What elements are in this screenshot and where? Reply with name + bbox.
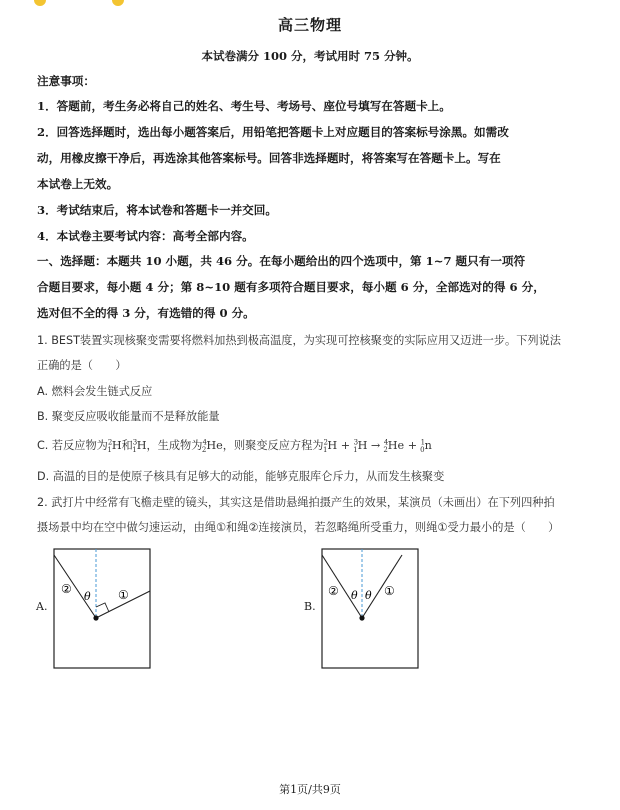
q1-option-c-eq: ，则聚变反应方程为 bbox=[222, 439, 324, 452]
angle-theta-left-b: θ bbox=[351, 589, 358, 602]
rope-1-b bbox=[362, 555, 402, 618]
section-instructions-line-1: 一、选择题：本题共 10 小题，共 46 分。在每小题给出的四个选项中，第 1~7 题只有一项符 bbox=[37, 254, 526, 268]
notes-heading: 注意事项： bbox=[37, 74, 95, 88]
actor-point-a bbox=[93, 615, 98, 620]
page-title: 高三物理 bbox=[277, 16, 342, 34]
q1-stem-line-2: 正确的是（ ） bbox=[37, 359, 127, 372]
angle-theta-right-b: θ bbox=[365, 589, 372, 602]
note-item-3: 3．考试结束后，将本试卷和答题卡一并交回。 bbox=[37, 203, 277, 217]
helium-symbol: $^4_2$He bbox=[201, 438, 223, 455]
section-instructions-line-2: 合题目要求，每小题 4 分；第 8~10 题有多项符合题目要求，每小题 6 分，全部选对的得 6 分， bbox=[37, 280, 545, 294]
figure-b-label: B. bbox=[304, 600, 316, 613]
angle-theta-a: θ bbox=[84, 590, 91, 603]
rope-2-label-b: ② bbox=[328, 584, 339, 598]
note-item-2-line-1: 2．回答选择题时，选出每小题答案后，用铅笔把答题卡上对应题目的答案标号涂黑。如需改 bbox=[37, 125, 509, 139]
figure-a-label: A. bbox=[36, 600, 48, 613]
top-watermark bbox=[34, 0, 184, 6]
page-number: 第1页/共9页 bbox=[279, 783, 341, 796]
figure-b-diagram bbox=[318, 545, 423, 670]
rope-1-label-a: ① bbox=[118, 588, 129, 602]
q2-stem-line-1: 2. 武打片中经常有飞檐走壁的镜头，其实这是借助悬绳拍摄产生的效果，某演员（未画出）在下列四种拍 bbox=[37, 496, 555, 509]
exam-info: 本试卷满分 100 分，考试用时 75 分钟。 bbox=[201, 49, 419, 63]
figure-a-diagram bbox=[50, 545, 155, 670]
deuterium-symbol: $^2_1$H bbox=[107, 438, 122, 455]
q1-option-d: D. 高温的目的是使原子核具有足够大的动能，能够克服库仑斥力，从而发生核聚变 bbox=[37, 470, 445, 483]
frame-a bbox=[54, 549, 150, 668]
note-item-2-line-3: 本试卷上无效。 bbox=[37, 177, 119, 191]
logo-icon bbox=[112, 0, 124, 6]
q2-stem-line-2: 摄场景中均在空中做匀速运动，由绳①和绳②连接演员，若忽略绳所受重力，则绳①受力最小的是（ ） bbox=[37, 521, 560, 534]
note-item-1: 1．答题前，考生务必将自己的姓名、考生号、考场号、座位号填写在答题卡上。 bbox=[37, 99, 451, 113]
q1-option-c-prefix: C. 若反应物为 bbox=[37, 439, 108, 452]
q1-option-a: A. 燃料会发生链式反应 bbox=[37, 385, 153, 398]
note-item-2-line-2: 动，用橡皮擦干净后，再选涂其他答案标号。回答非选择题时，将答案写在答题卡上。写在 bbox=[37, 151, 501, 165]
note-item-4: 4．本试卷主要考试内容：高考全部内容。 bbox=[37, 229, 254, 243]
rope-1-label-b: ① bbox=[384, 584, 395, 598]
q1-option-c bbox=[37, 437, 432, 454]
tritium-symbol: $^3_1$H bbox=[132, 438, 147, 455]
actor-point-b bbox=[359, 615, 364, 620]
fusion-equation: $^2_1$H + $^3_1$H → $^4_2$He + $^1_0$n bbox=[322, 438, 432, 455]
section-instructions-line-3: 选对但不全的得 3 分，有选错的得 0 分。 bbox=[37, 306, 255, 320]
rope-2-label-a: ② bbox=[61, 582, 72, 596]
frame-b bbox=[322, 549, 418, 668]
q1-stem-line-1: 1. BEST装置实现核聚变需要将燃料加热到极高温度，为实现可控核聚变的实际应用又迈进一步。下列说法 bbox=[37, 334, 561, 347]
right-angle-mark bbox=[96, 603, 109, 612]
q1-option-b: B. 聚变反应吸收能量而不是释放能量 bbox=[37, 410, 220, 423]
q1-option-c-and: 和 bbox=[121, 439, 133, 452]
logo-icon bbox=[34, 0, 46, 6]
q1-option-c-mid: ，生成物为 bbox=[146, 439, 203, 452]
